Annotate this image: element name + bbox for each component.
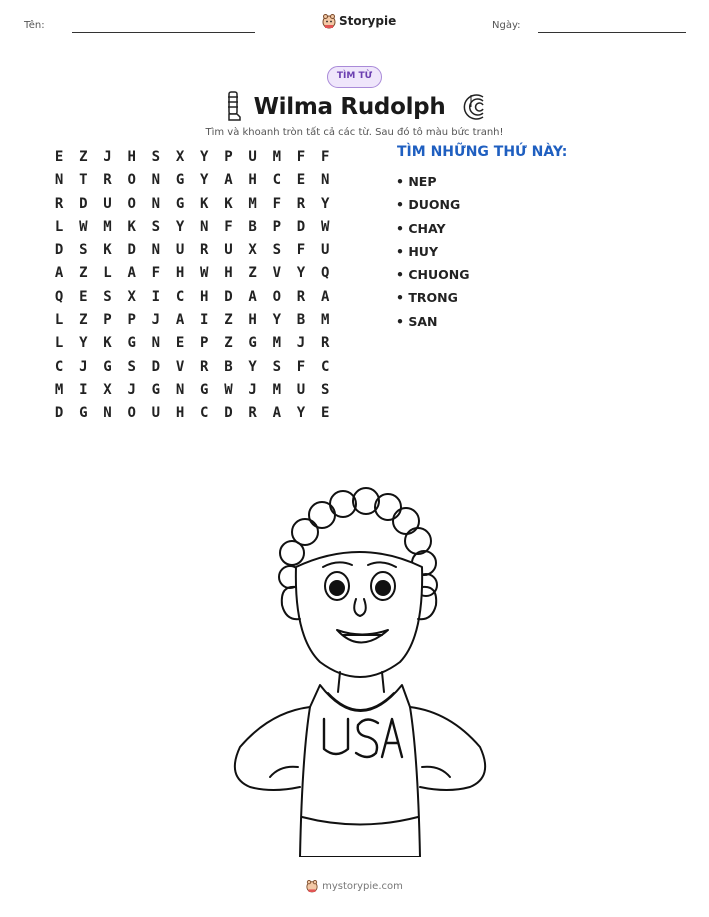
grid-row — [47, 239, 337, 262]
grid-letter[interactable]: Q — [320, 265, 330, 282]
grid-letter[interactable]: D — [127, 242, 136, 259]
grid-letter[interactable]: P — [200, 335, 209, 352]
grid-letter[interactable]: D — [54, 242, 64, 259]
grid-letter[interactable]: A — [320, 288, 330, 305]
word-list-item — [396, 286, 469, 309]
grid-letter[interactable]: Y — [175, 218, 185, 235]
coloring-illustration — [210, 487, 500, 857]
grid-letter[interactable]: S — [272, 242, 281, 259]
grid-letter[interactable]: E — [296, 172, 306, 189]
grid-letter[interactable]: K — [224, 195, 233, 212]
grid-letter[interactable]: D — [79, 195, 88, 212]
grid-letter[interactable]: F — [151, 265, 161, 282]
grid-letter[interactable]: R — [200, 358, 209, 375]
grid-letter[interactable]: W — [224, 381, 233, 398]
word-text: TRONG — [408, 290, 458, 306]
grid-letter[interactable]: G — [127, 335, 136, 352]
word-text: DUONG — [408, 197, 461, 213]
grid-letter[interactable]: P — [224, 149, 233, 165]
grid-letter[interactable]: M — [272, 335, 281, 352]
grid-letter[interactable]: Z — [79, 149, 88, 165]
grid-letter[interactable]: F — [296, 242, 306, 259]
grid-letter[interactable]: L — [54, 335, 64, 352]
bullet: • — [396, 290, 409, 306]
grid-row — [47, 169, 337, 192]
bullet: • — [396, 197, 409, 213]
grid-letter[interactable]: U — [296, 381, 306, 398]
grid-letter[interactable]: E — [320, 405, 330, 422]
word-text: CHAY — [408, 220, 446, 236]
grid-letter[interactable]: A — [248, 288, 257, 305]
grid-row — [47, 146, 337, 169]
grid-letter[interactable]: J — [127, 381, 136, 398]
word-list-item — [396, 170, 469, 193]
grid-letter[interactable]: V — [175, 358, 185, 375]
bullet: • — [396, 243, 409, 259]
grid-letter[interactable]: M — [272, 381, 281, 398]
grid-letter[interactable]: C — [272, 172, 281, 189]
grid-letter[interactable]: H — [248, 172, 257, 189]
grid-letter[interactable]: U — [248, 149, 257, 165]
grid-row — [47, 332, 337, 355]
grid-letter[interactable]: I — [151, 288, 161, 305]
grid-letter[interactable]: L — [54, 218, 64, 235]
grid-letter[interactable]: G — [200, 381, 209, 398]
grid-letter[interactable]: S — [151, 218, 161, 235]
grid-row — [47, 286, 337, 309]
grid-letter[interactable]: N — [151, 195, 161, 212]
grid-letter[interactable]: R — [54, 195, 64, 212]
grid-letter[interactable]: Y — [248, 358, 257, 375]
grid-letter[interactable]: H — [200, 288, 209, 305]
grid-letter[interactable]: S — [272, 358, 281, 375]
grid-letter[interactable]: S — [103, 288, 112, 305]
grid-letter[interactable]: R — [296, 195, 306, 212]
word-list-item — [396, 193, 469, 216]
grid-letter[interactable]: J — [151, 312, 161, 329]
grid-letter[interactable]: M — [248, 195, 257, 212]
grid-letter[interactable]: A — [272, 405, 281, 422]
grid-letter[interactable]: O — [127, 405, 136, 422]
grid-letter[interactable]: R — [320, 335, 330, 352]
word-text: CHUONG — [408, 267, 470, 283]
grid-letter[interactable]: X — [127, 288, 136, 305]
brand-logo — [322, 13, 396, 29]
storypie-mascot-icon — [322, 13, 336, 29]
grid-letter[interactable]: G — [175, 172, 185, 189]
grid-letter[interactable]: N — [103, 405, 112, 422]
grid-letter[interactable]: F — [224, 218, 233, 235]
grid-letter[interactable]: C — [54, 358, 64, 375]
grid-letter[interactable]: R — [103, 172, 112, 189]
grid-row — [47, 262, 337, 285]
category-badge: TÌM TỪ — [327, 66, 382, 88]
grid-letter[interactable]: E — [175, 335, 185, 352]
word-text: NEP — [408, 174, 437, 189]
grid-letter[interactable]: R — [200, 242, 209, 259]
grid-letter[interactable]: Y — [320, 195, 330, 212]
grid-letter[interactable]: F — [272, 195, 281, 212]
grid-letter[interactable]: W — [200, 265, 209, 282]
date-blank-line — [538, 32, 686, 33]
grid-letter[interactable]: Z — [79, 265, 88, 282]
grid-letter[interactable]: W — [79, 218, 88, 235]
grid-letter[interactable]: R — [248, 405, 257, 422]
grid-letter[interactable]: Z — [224, 335, 233, 352]
grid-letter[interactable]: G — [151, 381, 161, 398]
grid-letter[interactable]: T — [79, 172, 88, 189]
grid-letter[interactable]: G — [103, 358, 112, 375]
title-text: Wilma Rudolph — [253, 94, 446, 120]
grid-letter[interactable]: G — [79, 405, 88, 422]
grid-letter[interactable]: L — [54, 312, 64, 329]
grid-letter[interactable]: G — [175, 195, 185, 212]
grid-letter[interactable]: H — [224, 265, 233, 282]
grid-letter[interactable]: N — [200, 218, 209, 235]
grid-letter[interactable]: U — [103, 195, 112, 212]
grid-letter[interactable]: D — [54, 405, 64, 422]
brand-name: Storypie — [339, 14, 397, 28]
grid-letter[interactable]: K — [103, 242, 112, 259]
grid-letter[interactable]: I — [79, 381, 88, 398]
grid-letter[interactable]: M — [320, 312, 330, 329]
grid-letter[interactable]: Y — [272, 312, 281, 329]
bullet: • — [396, 174, 409, 189]
grid-letter[interactable]: F — [296, 149, 306, 165]
grid-letter[interactable]: N — [320, 172, 330, 189]
grid-letter[interactable]: Y — [200, 149, 209, 165]
grid-letter[interactable]: X — [248, 242, 257, 259]
grid-letter[interactable]: H — [248, 312, 257, 329]
leg-brace-icon — [224, 90, 242, 124]
grid-letter[interactable]: X — [103, 381, 112, 398]
grid-letter[interactable]: N — [175, 381, 185, 398]
grid-letter[interactable]: C — [175, 288, 185, 305]
word-list-title: TÌM NHỮNG THỨ NÀY: — [397, 144, 568, 160]
grid-letter[interactable]: B — [296, 312, 306, 329]
grid-letter[interactable]: S — [127, 358, 136, 375]
grid-letter[interactable]: B — [224, 358, 233, 375]
grid-letter[interactable]: S — [320, 381, 330, 398]
bullet: • — [396, 267, 409, 283]
word-text: SAN — [408, 313, 438, 329]
word-search-grid — [47, 146, 337, 426]
grid-letter[interactable]: R — [296, 288, 306, 305]
grid-letter[interactable]: P — [103, 312, 112, 329]
grid-letter[interactable]: E — [54, 149, 64, 165]
grid-letter[interactable]: N — [151, 242, 161, 259]
grid-letter[interactable]: L — [103, 265, 112, 282]
grid-letter[interactable]: A — [54, 265, 64, 282]
name-label: Tên: — [24, 20, 45, 31]
grid-letter[interactable]: U — [320, 242, 330, 259]
running-track-icon — [457, 93, 485, 121]
storypie-mascot-icon — [306, 879, 318, 893]
grid-letter[interactable]: Y — [79, 335, 88, 352]
grid-letter[interactable]: Q — [54, 288, 64, 305]
grid-row — [47, 309, 337, 332]
word-list — [396, 170, 469, 333]
grid-letter[interactable]: A — [175, 312, 185, 329]
grid-letter[interactable]: K — [103, 335, 112, 352]
grid-letter[interactable]: H — [175, 405, 185, 422]
grid-letter[interactable]: J — [103, 149, 112, 165]
grid-letter[interactable]: N — [151, 335, 161, 352]
grid-letter[interactable]: C — [320, 358, 330, 375]
grid-letter[interactable]: N — [151, 172, 161, 189]
date-label: Ngày: — [492, 20, 521, 31]
grid-letter[interactable]: C — [200, 405, 209, 422]
grid-row — [47, 193, 337, 216]
name-blank-line — [72, 32, 255, 33]
grid-letter[interactable]: M — [103, 218, 112, 235]
grid-letter[interactable]: M — [272, 149, 281, 165]
grid-letter[interactable]: H — [175, 265, 185, 282]
grid-letter[interactable]: I — [200, 312, 209, 329]
grid-letter[interactable]: O — [127, 172, 136, 189]
grid-letter[interactable]: D — [224, 405, 233, 422]
grid-letter[interactable]: J — [296, 335, 306, 352]
grid-letter[interactable]: U — [151, 405, 161, 422]
grid-letter[interactable]: H — [127, 149, 136, 165]
grid-letter[interactable]: F — [320, 149, 330, 165]
grid-letter[interactable]: Z — [79, 312, 88, 329]
grid-letter[interactable]: J — [79, 358, 88, 375]
grid-letter[interactable]: Z — [224, 312, 233, 329]
footer-url[interactable]: mystorypie.com — [322, 880, 403, 892]
word-list-item — [396, 217, 469, 240]
grid-letter[interactable]: D — [296, 218, 306, 235]
grid-letter[interactable]: M — [54, 381, 64, 398]
grid-letter[interactable]: Y — [296, 405, 306, 422]
grid-letter[interactable]: Y — [200, 172, 209, 189]
instructions-text: Tìm và khoanh tròn tất cả các từ. Sau đó tô màu bức tranh! — [205, 127, 504, 138]
grid-row — [47, 379, 337, 402]
grid-letter[interactable]: S — [151, 149, 161, 165]
grid-letter[interactable]: G — [248, 335, 257, 352]
grid-letter[interactable]: Y — [296, 265, 306, 282]
grid-letter[interactable]: E — [79, 288, 88, 305]
word-list-item — [396, 263, 469, 286]
grid-letter[interactable]: X — [175, 149, 185, 165]
word-text: HUY — [408, 243, 439, 259]
grid-letter[interactable]: U — [175, 242, 185, 259]
grid-letter[interactable]: U — [224, 242, 233, 259]
word-list-item — [396, 310, 469, 333]
grid-letter[interactable]: P — [272, 218, 281, 235]
grid-letter[interactable]: A — [224, 172, 233, 189]
grid-letter[interactable]: B — [248, 218, 257, 235]
grid-row — [47, 356, 337, 379]
grid-letter[interactable]: J — [248, 381, 257, 398]
grid-letter[interactable]: O — [127, 195, 136, 212]
grid-letter[interactable]: Z — [248, 265, 257, 282]
grid-letter[interactable]: D — [224, 288, 233, 305]
grid-letter[interactable]: D — [151, 358, 161, 375]
grid-row — [47, 402, 337, 425]
grid-row — [47, 216, 337, 239]
bullet: • — [396, 220, 409, 236]
grid-letter[interactable]: P — [127, 312, 136, 329]
page-title — [0, 90, 709, 128]
grid-letter[interactable]: K — [127, 218, 136, 235]
grid-letter[interactable]: S — [79, 242, 88, 259]
grid-letter[interactable]: A — [127, 265, 136, 282]
grid-letter[interactable]: F — [296, 358, 306, 375]
word-list-item — [396, 240, 469, 263]
grid-letter[interactable]: N — [54, 172, 64, 189]
grid-letter[interactable]: O — [272, 288, 281, 305]
grid-letter[interactable]: V — [272, 265, 281, 282]
bullet: • — [396, 313, 409, 329]
footer — [0, 879, 709, 893]
grid-letter[interactable]: K — [200, 195, 209, 212]
grid-letter[interactable]: W — [320, 218, 330, 235]
